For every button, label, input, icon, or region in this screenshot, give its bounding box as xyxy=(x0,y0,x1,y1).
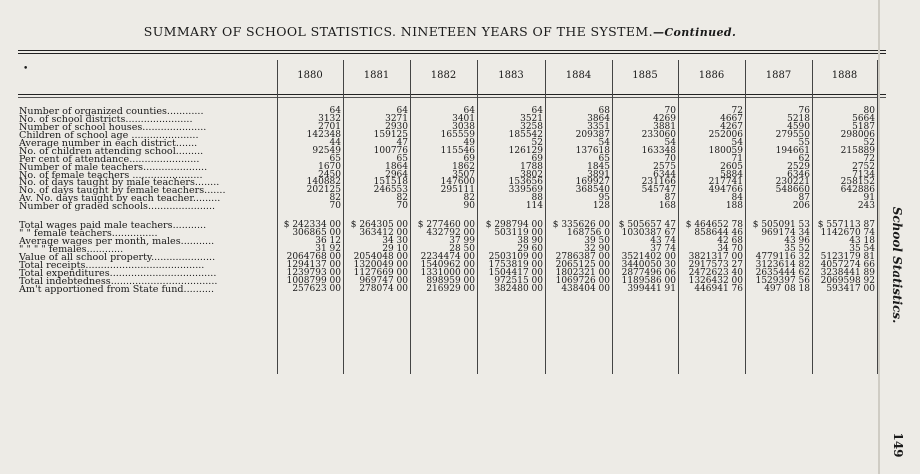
table-cell: 231166 xyxy=(641,177,676,188)
row-label: Av. No. days taught by each teacher......... xyxy=(19,193,221,205)
table-cell: 88 xyxy=(531,193,543,204)
table-cell: 202125 xyxy=(306,185,341,196)
table-cell: 642886 xyxy=(840,185,875,196)
table-cell: 2472623 40 xyxy=(688,267,743,278)
table-cell: 503119 00 xyxy=(494,228,543,239)
table-cell: 3821317 00 xyxy=(688,251,743,262)
table-cell: 54 xyxy=(598,137,610,148)
table-cell: 2701 xyxy=(318,121,341,132)
table-cell: 494766 xyxy=(708,185,743,196)
title-main: SUMMARY OF SCHOOL STATISTICS. NINETEEN YEARS OF THE SYSTEM. xyxy=(143,24,653,39)
table-cell: 54 xyxy=(664,137,676,148)
table-cell: 151518 xyxy=(373,177,408,188)
row-label: " " " " females............ xyxy=(19,244,124,255)
table-cell: 7134 xyxy=(852,169,875,180)
table-cell: 1142670 74 xyxy=(820,228,875,239)
column-divider xyxy=(678,60,679,374)
page-number xyxy=(883,430,913,460)
row-label: Number of organized counties............ xyxy=(19,106,204,117)
table-cell: 29 60 xyxy=(517,244,543,254)
column-divider xyxy=(477,60,478,374)
year-column xyxy=(747,108,810,294)
table-cell: 1670 xyxy=(318,161,341,172)
table-cell: 972515 00 xyxy=(494,275,543,286)
table-cell: 209387 xyxy=(575,129,610,140)
row-label: Total expenditures................................... xyxy=(19,267,217,279)
table-cell: 279550 xyxy=(775,129,810,140)
row-label: No. of days taught by male teachers........ xyxy=(19,177,220,189)
table-cell: 3891 xyxy=(587,169,610,180)
row-label: No. of female teachers ....................... xyxy=(19,169,203,181)
table-cell: 6346 xyxy=(787,169,810,180)
table-cell: 87 xyxy=(798,193,810,204)
row-label: No. of school districts...................... xyxy=(19,113,193,125)
table-cell: 399441 91 xyxy=(627,283,676,294)
table-cell: 898959 00 xyxy=(426,275,475,286)
row-label: No. of days taught by female teachers....... xyxy=(19,185,226,197)
table-cell: 278074 00 xyxy=(359,283,408,294)
table-cell: 545747 xyxy=(641,185,676,196)
table-cell: 84 xyxy=(731,193,743,204)
table-cell: 43 96 xyxy=(784,236,810,247)
table-cell: 1862 xyxy=(452,161,475,172)
table-cell: 3521402 00 xyxy=(621,251,676,262)
table-cell: 5218 xyxy=(787,113,810,124)
table-cell: 1845 xyxy=(587,161,610,172)
table-cell: 446941 76 xyxy=(694,283,743,294)
table-cell: 5664 xyxy=(852,113,875,124)
table-cell: 31 92 xyxy=(315,244,341,254)
table-cell: 3271 xyxy=(385,113,408,124)
table-cell: $ 505091 53 xyxy=(752,220,810,231)
table-cell: 363412 00 xyxy=(359,228,408,239)
table-cell: 3038 xyxy=(452,121,475,132)
page-title xyxy=(0,24,880,39)
table-cell: 87 xyxy=(664,193,676,204)
table-cell: 593417 00 xyxy=(826,283,875,294)
table-cell: 2575 xyxy=(653,161,676,172)
table-cell: 42 68 xyxy=(717,236,743,247)
table-cell: 4667 xyxy=(720,113,743,124)
table-cell: 3864 xyxy=(587,113,610,124)
table-cell: 1294137 00 xyxy=(286,259,341,270)
table-cell: $ 242334 00 xyxy=(283,220,341,231)
table-cell: 169927 xyxy=(575,177,610,188)
header-mark: • xyxy=(23,64,29,74)
column-divider xyxy=(812,60,813,374)
table-cell: 243 xyxy=(857,201,875,212)
table-cell: 3507 xyxy=(452,169,475,180)
table-cell: 28 50 xyxy=(449,244,475,254)
table-cell: 168 xyxy=(658,201,676,212)
table-cell: 497 08 18 xyxy=(764,283,810,294)
table-cell: 34 30 xyxy=(382,236,408,247)
table-cell: 95 xyxy=(598,193,610,204)
table-cell: 76 xyxy=(798,106,810,116)
table-cell: 55 xyxy=(798,137,810,148)
table-cell: 43 74 xyxy=(650,236,676,247)
table-cell: 3132 xyxy=(318,113,341,124)
row-label: Number of graded schools...................... xyxy=(19,201,216,213)
table-cell: 306865 00 xyxy=(292,228,341,239)
table-cell: 2054048 00 xyxy=(353,251,408,262)
table-cell: 3881 xyxy=(653,121,676,132)
table-cell: $ 464652 78 xyxy=(685,220,743,231)
table-cell: 6344 xyxy=(653,169,676,180)
table-cell: 194661 xyxy=(775,145,810,156)
table-cell: 37 99 xyxy=(449,236,475,247)
table-cell: $ 264305 00 xyxy=(350,220,408,231)
table-cell: 4779116 32 xyxy=(755,251,810,262)
table-cell: 5884 xyxy=(720,169,743,180)
table-cell: 233060 xyxy=(641,129,676,140)
table-cell: 34 70 xyxy=(717,244,743,254)
row-label: Average wages per month, males........... xyxy=(19,236,215,248)
table-cell: 126129 xyxy=(508,145,543,156)
table-cell: 1540962 00 xyxy=(420,259,475,270)
table-cell: 2064768 00 xyxy=(286,251,341,262)
column-divider xyxy=(745,60,746,374)
year-header: 1881 xyxy=(363,70,390,81)
table-cell: 54 xyxy=(731,137,743,148)
table-cell: 257623 00 xyxy=(292,283,341,294)
table-cell: 49 xyxy=(463,137,475,148)
table-cell: 1788 xyxy=(520,161,543,172)
column-divider xyxy=(545,60,546,374)
table-cell: 339569 xyxy=(508,185,543,196)
row-label: Total receipts....................................... xyxy=(19,259,205,271)
table-cell: 3521 xyxy=(520,113,543,124)
table-cell: 114 xyxy=(525,201,543,212)
table-cell: 1127669 00 xyxy=(353,267,408,278)
row-label: Total indebtedness................................... xyxy=(19,275,218,287)
table-cell: 1529397 56 xyxy=(755,275,810,286)
table-cell: 1753819 00 xyxy=(488,259,543,270)
year-header: 1883 xyxy=(498,70,524,81)
table-cell: 91 xyxy=(863,193,875,204)
table-cell: 3258 xyxy=(520,121,543,132)
year-header: 1886 xyxy=(698,70,725,81)
table-cell: 4267 xyxy=(720,121,743,132)
table-cell: 65 xyxy=(396,153,408,164)
table-cell: 92549 xyxy=(312,145,341,156)
table-cell: 216929 00 xyxy=(426,283,475,294)
year-column xyxy=(412,108,475,294)
table-cell: 37 74 xyxy=(650,244,676,254)
table-cell: 5187 xyxy=(852,121,875,132)
table-cell: $ 335626 00 xyxy=(552,220,610,231)
table-cell: 2450 xyxy=(318,169,341,180)
table-cell: 69 xyxy=(463,153,475,164)
table-cell: 82 xyxy=(396,193,408,204)
year-header: 1882 xyxy=(430,70,457,81)
column-divider xyxy=(410,60,411,374)
page-number-text: 149 xyxy=(891,432,905,458)
table-cell: 38 90 xyxy=(517,236,543,247)
row-label: Children of school age ...................... xyxy=(19,129,199,141)
table-cell: 70 xyxy=(396,201,408,212)
year-column xyxy=(547,108,610,294)
table-cell: 180059 xyxy=(708,145,743,156)
table-cell: 1802321 00 xyxy=(555,267,610,278)
table-cell: 2234474 00 xyxy=(420,251,475,262)
table-cell: 2930 xyxy=(385,121,408,132)
row-label: Value of all school property..................... xyxy=(19,251,216,263)
table-cell: 65 xyxy=(329,153,341,164)
table-cell: 71 xyxy=(731,153,743,164)
table-cell: 153656 xyxy=(508,177,543,188)
table-cell: 185542 xyxy=(508,129,543,140)
table-cell: 2605 xyxy=(720,161,743,172)
rule-top xyxy=(18,50,886,51)
table-cell: 64 xyxy=(396,106,408,116)
table-cell: 1030387 67 xyxy=(621,228,676,239)
table-cell: 147600 xyxy=(440,177,475,188)
table-cell: 246553 xyxy=(373,185,408,196)
table-cell: 140882 xyxy=(306,177,341,188)
table-cell: 368540 xyxy=(575,185,610,196)
table-cell: 72 xyxy=(731,106,743,116)
table-cell: 1326432 00 xyxy=(688,275,743,286)
table-cell: 3440050 30 xyxy=(621,259,676,270)
row-label: Total wages paid male teachers........... xyxy=(19,220,207,232)
table-cell: 68 xyxy=(598,106,610,116)
table-cell: 2877496 06 xyxy=(621,267,676,278)
table-cell: 3238441 89 xyxy=(820,267,875,278)
table-cell: 3401 xyxy=(452,113,475,124)
table-cell: 2635444 62 xyxy=(755,267,810,278)
table-cell: 1069726 00 xyxy=(555,275,610,286)
table-cell: 2529 xyxy=(787,161,810,172)
table-cell: 168756 0 xyxy=(567,228,610,239)
table-cell: 65 xyxy=(598,153,610,164)
year-header: 1885 xyxy=(632,70,658,81)
table-cell: 159125 xyxy=(373,129,408,140)
table-cell: 438404 00 xyxy=(561,283,610,294)
table-cell: 1864 xyxy=(385,161,408,172)
row-label: No. of children attending school......... xyxy=(19,145,204,157)
row-label: Number of male teachers..................... xyxy=(19,161,208,173)
table-cell: 36 12 xyxy=(315,236,341,247)
table-cell: 295111 xyxy=(440,185,475,196)
table-cell: 82 xyxy=(329,193,341,204)
table-cell: 137618 xyxy=(575,145,610,156)
year-column xyxy=(614,108,676,294)
year-header: 1880 xyxy=(297,70,323,81)
table-cell: 142348 xyxy=(306,129,341,140)
table-cell: 43 18 xyxy=(849,236,875,247)
table-cell: 52 xyxy=(531,137,543,148)
table-cell: 2786387 00 xyxy=(555,251,610,262)
table-cell: 70 xyxy=(664,106,676,116)
table-cell: 230221 xyxy=(775,177,810,188)
table-cell: 217741 xyxy=(708,177,743,188)
table-cell: 258152 xyxy=(840,177,875,188)
year-column xyxy=(279,108,341,294)
table-cell: 115546 xyxy=(440,145,475,156)
table-cell: 252006 xyxy=(708,129,743,140)
column-divider xyxy=(277,60,278,374)
table-cell: 82 xyxy=(463,193,475,204)
year-header: 1888 xyxy=(831,70,858,81)
side-title-text: School Statistics. xyxy=(890,206,904,324)
column-divider xyxy=(343,60,344,374)
table-cell: 1239793 00 xyxy=(286,267,341,278)
table-cell: 29 10 xyxy=(382,244,408,254)
table-cell: 64 xyxy=(463,106,475,116)
table-cell: 163348 xyxy=(641,145,676,156)
rule-header-bottom xyxy=(18,94,886,95)
table-cell: 62 xyxy=(798,153,810,164)
table-cell: 969174 34 xyxy=(761,228,810,239)
table-cell: 215889 xyxy=(840,145,875,156)
year-header: 1884 xyxy=(565,70,592,81)
table-cell: 128 xyxy=(592,201,610,212)
table-cell: 39 50 xyxy=(584,236,610,247)
row-label: " " female teachers............... xyxy=(19,228,158,240)
table-cell: 188 xyxy=(725,201,743,212)
table-cell: $ 557113 87 xyxy=(817,220,875,231)
table-cell: 3123614 82 xyxy=(755,259,810,270)
table-cell: 969747 00 xyxy=(359,275,408,286)
side-running-title xyxy=(877,170,917,360)
table-cell: 80 xyxy=(863,106,875,116)
table-cell: $ 505657 47 xyxy=(618,220,676,231)
table-cell: 70 xyxy=(329,201,341,212)
table-cell: 2069598 92 xyxy=(820,275,875,286)
table-cell: 1320049 00 xyxy=(353,259,408,270)
year-header: 1887 xyxy=(765,70,792,81)
title-continued: —Continued. xyxy=(652,26,737,39)
table-cell: $ 298794 00 xyxy=(485,220,543,231)
table-cell: 2503109 00 xyxy=(488,251,543,262)
year-column xyxy=(814,108,875,294)
table-cell: 432792 00 xyxy=(426,228,475,239)
table-cell: 32 90 xyxy=(584,244,610,254)
rule-header-bottom-2 xyxy=(18,97,886,98)
table-cell: 165559 xyxy=(440,129,475,140)
table-cell: 35 54 xyxy=(849,244,875,254)
table-cell: 4269 xyxy=(653,113,676,124)
table-cell: 1189586 00 xyxy=(621,275,676,286)
table-cell: 2917573 27 xyxy=(688,259,743,270)
table-cell: 4057274 66 xyxy=(820,259,875,270)
year-column xyxy=(479,108,543,294)
table-cell: 4590 xyxy=(787,121,810,132)
table-cell: 64 xyxy=(329,106,341,116)
table-cell: 64 xyxy=(531,106,543,116)
row-label: Average number in each district....... xyxy=(19,137,198,149)
row-labels xyxy=(19,108,226,294)
table-cell: 100776 xyxy=(373,145,408,156)
year-column xyxy=(345,108,408,294)
table-cell: 35 52 xyxy=(784,244,810,254)
table-cell: 382480 00 xyxy=(494,283,543,294)
table-cell: 44 xyxy=(329,137,341,148)
row-label: Number of school houses..................... xyxy=(19,121,207,133)
table-cell: 70 xyxy=(664,153,676,164)
table-cell: 2065125 00 xyxy=(555,259,610,270)
table-cell: 90 xyxy=(463,201,475,212)
table-cell: 3802 xyxy=(520,169,543,180)
table-cell: 2752 xyxy=(852,161,875,172)
table-cell: 5123179 81 xyxy=(820,251,875,262)
table-cell: 2964 xyxy=(385,169,408,180)
table-cell: 3351 xyxy=(587,121,610,132)
table-cell: 1504417 00 xyxy=(488,267,543,278)
row-label: Am't apportioned from State fund.......... xyxy=(19,283,215,295)
table-cell: 69 xyxy=(531,153,543,164)
table-cell: 52 xyxy=(863,137,875,148)
column-divider xyxy=(612,60,613,374)
table-cell: 858644 46 xyxy=(694,228,743,239)
table-cell: 47 xyxy=(396,137,408,148)
table-cell: 1331000 00 xyxy=(420,267,475,278)
table-cell: 298006 xyxy=(840,129,875,140)
table-cell: $ 277460 00 xyxy=(417,220,475,231)
row-label: Per cent of attendance....................... xyxy=(19,153,200,165)
table-cell: 72 xyxy=(863,153,875,164)
table-cell: 1008799 00 xyxy=(286,275,341,286)
year-column xyxy=(680,108,743,294)
rule-top-2 xyxy=(18,53,886,54)
table-cell: 206 xyxy=(792,201,810,212)
table-cell: 548660 xyxy=(775,185,810,196)
